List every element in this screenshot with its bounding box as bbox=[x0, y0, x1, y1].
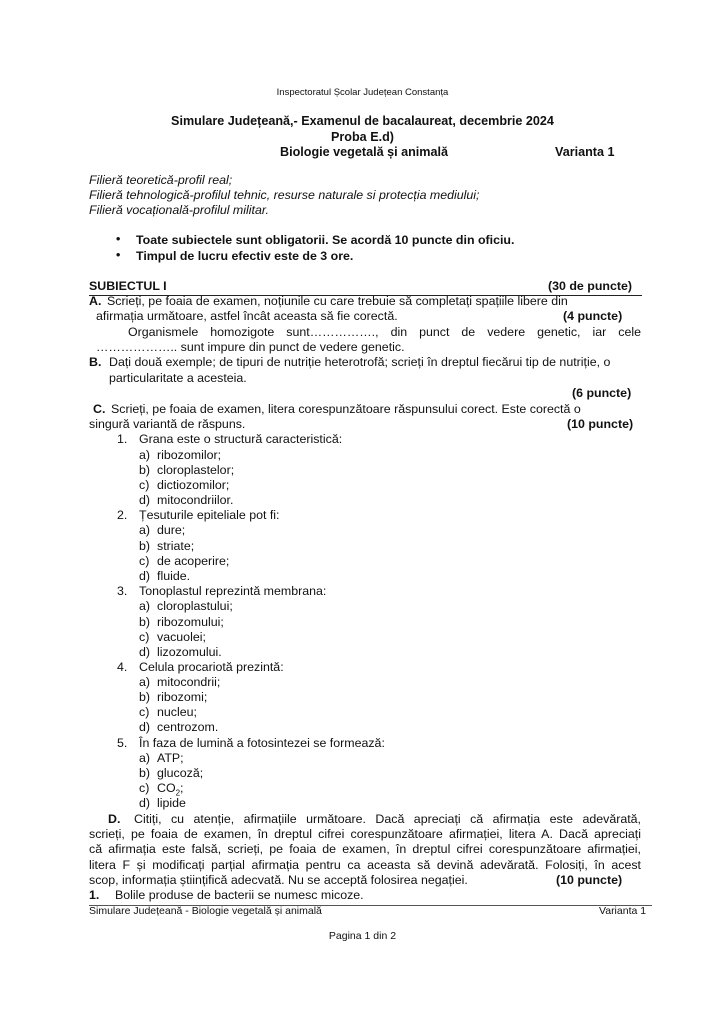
option-text: dictiozomilor; bbox=[157, 478, 230, 492]
footer-left: Simulare Județeană - Biologie vegetală și animală bbox=[89, 905, 322, 917]
question-number: 2. bbox=[117, 508, 128, 522]
question-number: 3. bbox=[117, 584, 128, 598]
section-a-text: Scrieți, pe foaia de examen, noțiunile cu care trebuie să completați spațiile libere din bbox=[107, 294, 568, 308]
co2-subscript: 2 bbox=[175, 788, 181, 798]
option-text: ATP; bbox=[157, 751, 184, 765]
subject1-title: SUBIECTUL I bbox=[89, 279, 167, 293]
option-text: fluide. bbox=[157, 569, 191, 583]
section-d-points: (10 puncte) bbox=[556, 873, 623, 887]
option-letter: b) bbox=[139, 766, 151, 780]
co2-text: CO bbox=[157, 781, 176, 795]
option-text: dure; bbox=[157, 523, 186, 537]
bullet-icon: • bbox=[116, 248, 121, 262]
option-text: striate; bbox=[157, 539, 195, 553]
option-letter: d) bbox=[139, 796, 151, 810]
option-text: nucleu; bbox=[157, 705, 197, 719]
section-a-text: afirmația următoare, astfel încât aceasta să fie corectă. bbox=[96, 309, 398, 323]
option-text: mitocondriilor. bbox=[157, 493, 234, 507]
option-text: ribozomului; bbox=[157, 615, 224, 629]
subject1-points: (30 de puncte) bbox=[548, 279, 632, 293]
section-d-item-text: Bolile produse de bacterii se numesc micoze. bbox=[115, 888, 364, 902]
profile-3: Filieră vocațională-profilul militar. bbox=[89, 203, 269, 217]
section-b-text: particularitate a acesteia. bbox=[109, 371, 247, 385]
section-d-item-number: 1. bbox=[89, 888, 100, 902]
option-letter: c) bbox=[139, 705, 150, 719]
section-a-label: A. bbox=[89, 294, 102, 308]
option-text: mitocondrii; bbox=[157, 675, 221, 689]
exam-title: Simulare Județeană,- Examenul de bacalaureat, decembrie 2024 bbox=[171, 114, 554, 128]
option-letter: b) bbox=[139, 690, 151, 704]
rule-1: Toate subiectele sunt obligatorii. Se acordă 10 puncte din oficiu. bbox=[136, 233, 515, 247]
option-text: centrozom. bbox=[157, 720, 219, 734]
question-number: 5. bbox=[117, 736, 128, 750]
option-letter: a) bbox=[139, 448, 151, 462]
option-text: vacuolei; bbox=[157, 630, 206, 644]
section-b-label: B. bbox=[89, 355, 102, 369]
option-letter: c) bbox=[139, 781, 150, 795]
option-letter: a) bbox=[139, 675, 151, 689]
footer-right: Varianta 1 bbox=[599, 905, 647, 917]
option-letter: a) bbox=[139, 599, 151, 613]
option-letter: c) bbox=[139, 478, 150, 492]
option-text: ribozomilor; bbox=[157, 448, 222, 462]
option-text: lizozomului. bbox=[157, 645, 222, 659]
exam-subject: Biologie vegetală și animală bbox=[280, 145, 448, 159]
exam-variant: Varianta 1 bbox=[555, 145, 615, 159]
option-text: cloroplastului; bbox=[157, 599, 233, 613]
option-letter: c) bbox=[139, 630, 150, 644]
option-letter: d) bbox=[139, 493, 151, 507]
co2-end: ; bbox=[180, 781, 184, 795]
question-number: 4. bbox=[117, 660, 128, 674]
profile-2: Filieră tehnologică-profilul tehnic, resurse naturale si protecția mediului; bbox=[89, 188, 480, 202]
option-letter: b) bbox=[139, 539, 151, 553]
section-c-text: singură variantă de răspuns. bbox=[89, 417, 246, 431]
rule-2: Timpul de lucru efectiv este de 3 ore. bbox=[136, 249, 354, 263]
inspectorate-line: Inspectoratul Școlar Județean Constanța bbox=[276, 87, 449, 98]
option-letter: b) bbox=[139, 615, 151, 629]
option-text: cloroplastelor; bbox=[157, 463, 235, 477]
option-letter: d) bbox=[139, 569, 151, 583]
option-letter: d) bbox=[139, 720, 151, 734]
option-letter: a) bbox=[139, 751, 151, 765]
section-a-points: (4 puncte) bbox=[563, 309, 623, 323]
section-d-text: litera F și modificați parțial afirmația pentru ca aceasta să devină adevărată. Folosiți, în acest bbox=[89, 858, 641, 872]
section-c-label: C. bbox=[93, 402, 106, 416]
section-d-text: scrieți, pe foaia de examen, în dreptul cifrei corespunzătoare afirmației, litera A. Dacă apreciați bbox=[89, 827, 641, 841]
option-text: ribozomi; bbox=[157, 690, 208, 704]
profile-1: Filieră teoretică-profil real; bbox=[89, 173, 233, 187]
section-d-text: Citiți, cu atenție, afirmațiile următoare. Dacă apreciați că afirmația este adevărată, bbox=[134, 812, 641, 826]
bullet-icon: • bbox=[116, 232, 121, 246]
option-letter: d) bbox=[139, 645, 151, 659]
section-d-text: că afirmația este falsă, scrieți, pe foaia de examen, în dreptul cifrei corespunzătoare afirmației, bbox=[89, 842, 641, 856]
option-letter: b) bbox=[139, 463, 151, 477]
option-text bbox=[157, 781, 184, 797]
section-d-label: D. bbox=[108, 812, 121, 826]
exam-proba: Proba E.d) bbox=[331, 130, 394, 144]
question-text: Celula procariotă prezintă: bbox=[139, 660, 284, 674]
section-a-sentence: ……………….. sunt impure din punct de vedere genetic. bbox=[96, 340, 405, 354]
option-letter: a) bbox=[139, 523, 151, 537]
page-number: Pagina 1 din 2 bbox=[328, 930, 397, 942]
option-text: lipide bbox=[157, 796, 186, 810]
section-b-points: (6 puncte) bbox=[572, 386, 632, 400]
question-text: În faza de lumină a fotosintezei se formează: bbox=[139, 736, 385, 750]
section-c-text: Scrieți, pe foaia de examen, litera corespunzătoare răspunsului corect. Este corectă o bbox=[111, 402, 581, 416]
option-text: de acoperire; bbox=[157, 554, 230, 568]
question-text: Grana este o structură caracteristică: bbox=[139, 432, 343, 446]
option-text: glucoză; bbox=[157, 766, 204, 780]
section-b-text: Dați două exemple; de tipuri de nutriție heterotrofă; scrieți în dreptul fiecărui tip de nutriție, o bbox=[109, 355, 611, 369]
section-d-text: scop, informația științifică adecvată. Nu se acceptă folosirea negației. bbox=[89, 873, 468, 887]
section-a-sentence: Organismele homozigote sunt……………., din punct de vedere genetic, iar cele bbox=[128, 325, 641, 339]
section-c-points: (10 puncte) bbox=[567, 417, 634, 431]
option-letter: c) bbox=[139, 554, 150, 568]
question-text: Tonoplastul reprezintă membrana: bbox=[139, 584, 327, 598]
question-text: Țesuturile epiteliale pot fi: bbox=[139, 508, 280, 522]
question-number: 1. bbox=[117, 432, 128, 446]
